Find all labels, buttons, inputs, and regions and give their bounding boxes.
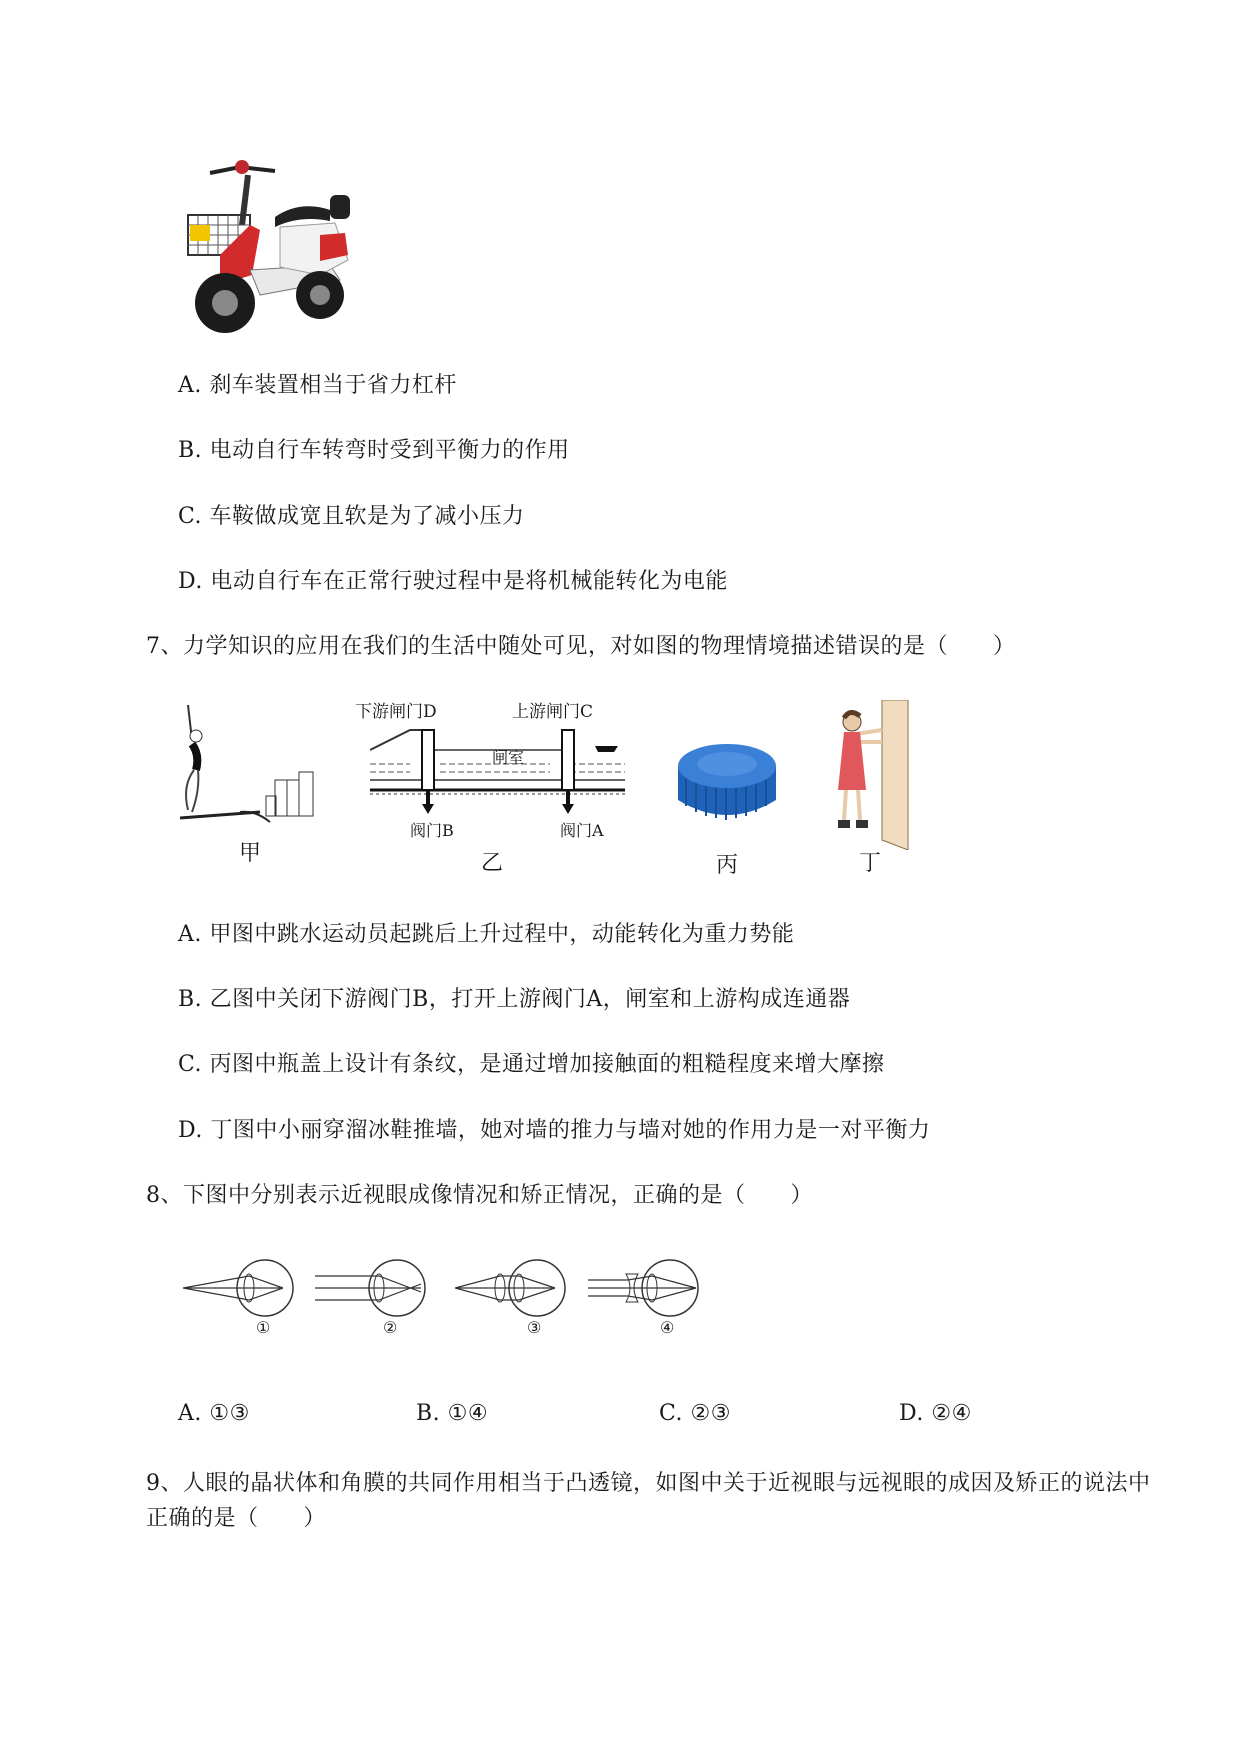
q6-option-a: A. 刹车装置相当于省力杠杆 xyxy=(178,373,457,398)
eye-diagram-1 xyxy=(183,1258,298,1318)
q8-stem: 8、下图中分别表示近视眼成像情况和矫正情况，正确的是（ ） xyxy=(146,1183,813,1208)
lock-chamber-label: 闸室 xyxy=(492,748,525,767)
valve-a-label: 阀门A xyxy=(560,821,604,840)
valve-b-label: 阀门B xyxy=(410,821,454,840)
upstream-gate-label: 上游闸门C xyxy=(512,702,594,722)
q6-option-d: D. 电动自行车在正常行驶过程中是将机械能转化为电能 xyxy=(178,569,728,594)
figure-label-bing: 丙 xyxy=(715,853,738,878)
eye-label-3: ③ xyxy=(527,1318,542,1337)
figure-label-ding: 丁 xyxy=(858,851,881,876)
q7-option-b: B. 乙图中关闭下游阀门B，打开上游阀门A，闸室和上游构成连通器 xyxy=(178,987,851,1012)
eye-label-1: ① xyxy=(256,1318,271,1337)
eye-diagram-4 xyxy=(588,1258,703,1318)
q7-option-c: C. 丙图中瓶盖上设计有条纹，是通过增加接触面的粗糙程度来增大摩擦 xyxy=(178,1052,885,1077)
q8-option-d: D. ②④ xyxy=(899,1401,972,1426)
figure-label-yi: 乙 xyxy=(480,851,503,876)
downstream-gate-label: 下游闸门D xyxy=(355,702,437,722)
q8-option-b: B. ①④ xyxy=(416,1401,489,1426)
q7-stem: 7、力学知识的应用在我们的生活中随处可见，对如图的物理情境描述错误的是（ ） xyxy=(146,634,1016,659)
q6-option-b: B. 电动自行车转弯时受到平衡力的作用 xyxy=(178,438,570,463)
q7-option-d: D. 丁图中小丽穿溜冰鞋推墙，她对墙的推力与墙对她的作用力是一对平衡力 xyxy=(178,1118,931,1143)
q8-option-a: A. ①③ xyxy=(178,1401,250,1426)
q8-option-c: C. ②③ xyxy=(659,1401,731,1426)
q6-option-c: C. 车鞍做成宽且软是为了减小压力 xyxy=(178,504,525,529)
figure-label-jia: 甲 xyxy=(238,841,261,866)
q9-stem-line2: 正确的是（ ） xyxy=(146,1506,327,1531)
eye-diagram-3 xyxy=(455,1258,570,1318)
q7-option-a: A. 甲图中跳水运动员起跳后上升过程中，动能转化为重力势能 xyxy=(178,922,795,947)
bottle-cap-figure xyxy=(672,738,782,828)
eye-label-4: ④ xyxy=(660,1318,675,1337)
diver-figure xyxy=(170,700,330,825)
scooter-image xyxy=(180,155,370,340)
eye-diagram-2 xyxy=(315,1258,430,1318)
girl-wall-figure xyxy=(830,700,910,850)
q9-stem-line1: 9、人眼的晶状体和角膜的共同作用相当于凸透镜，如图中关于近视眼与远视眼的成因及矫正的说法中 xyxy=(146,1471,1151,1496)
eye-label-2: ② xyxy=(383,1318,398,1337)
